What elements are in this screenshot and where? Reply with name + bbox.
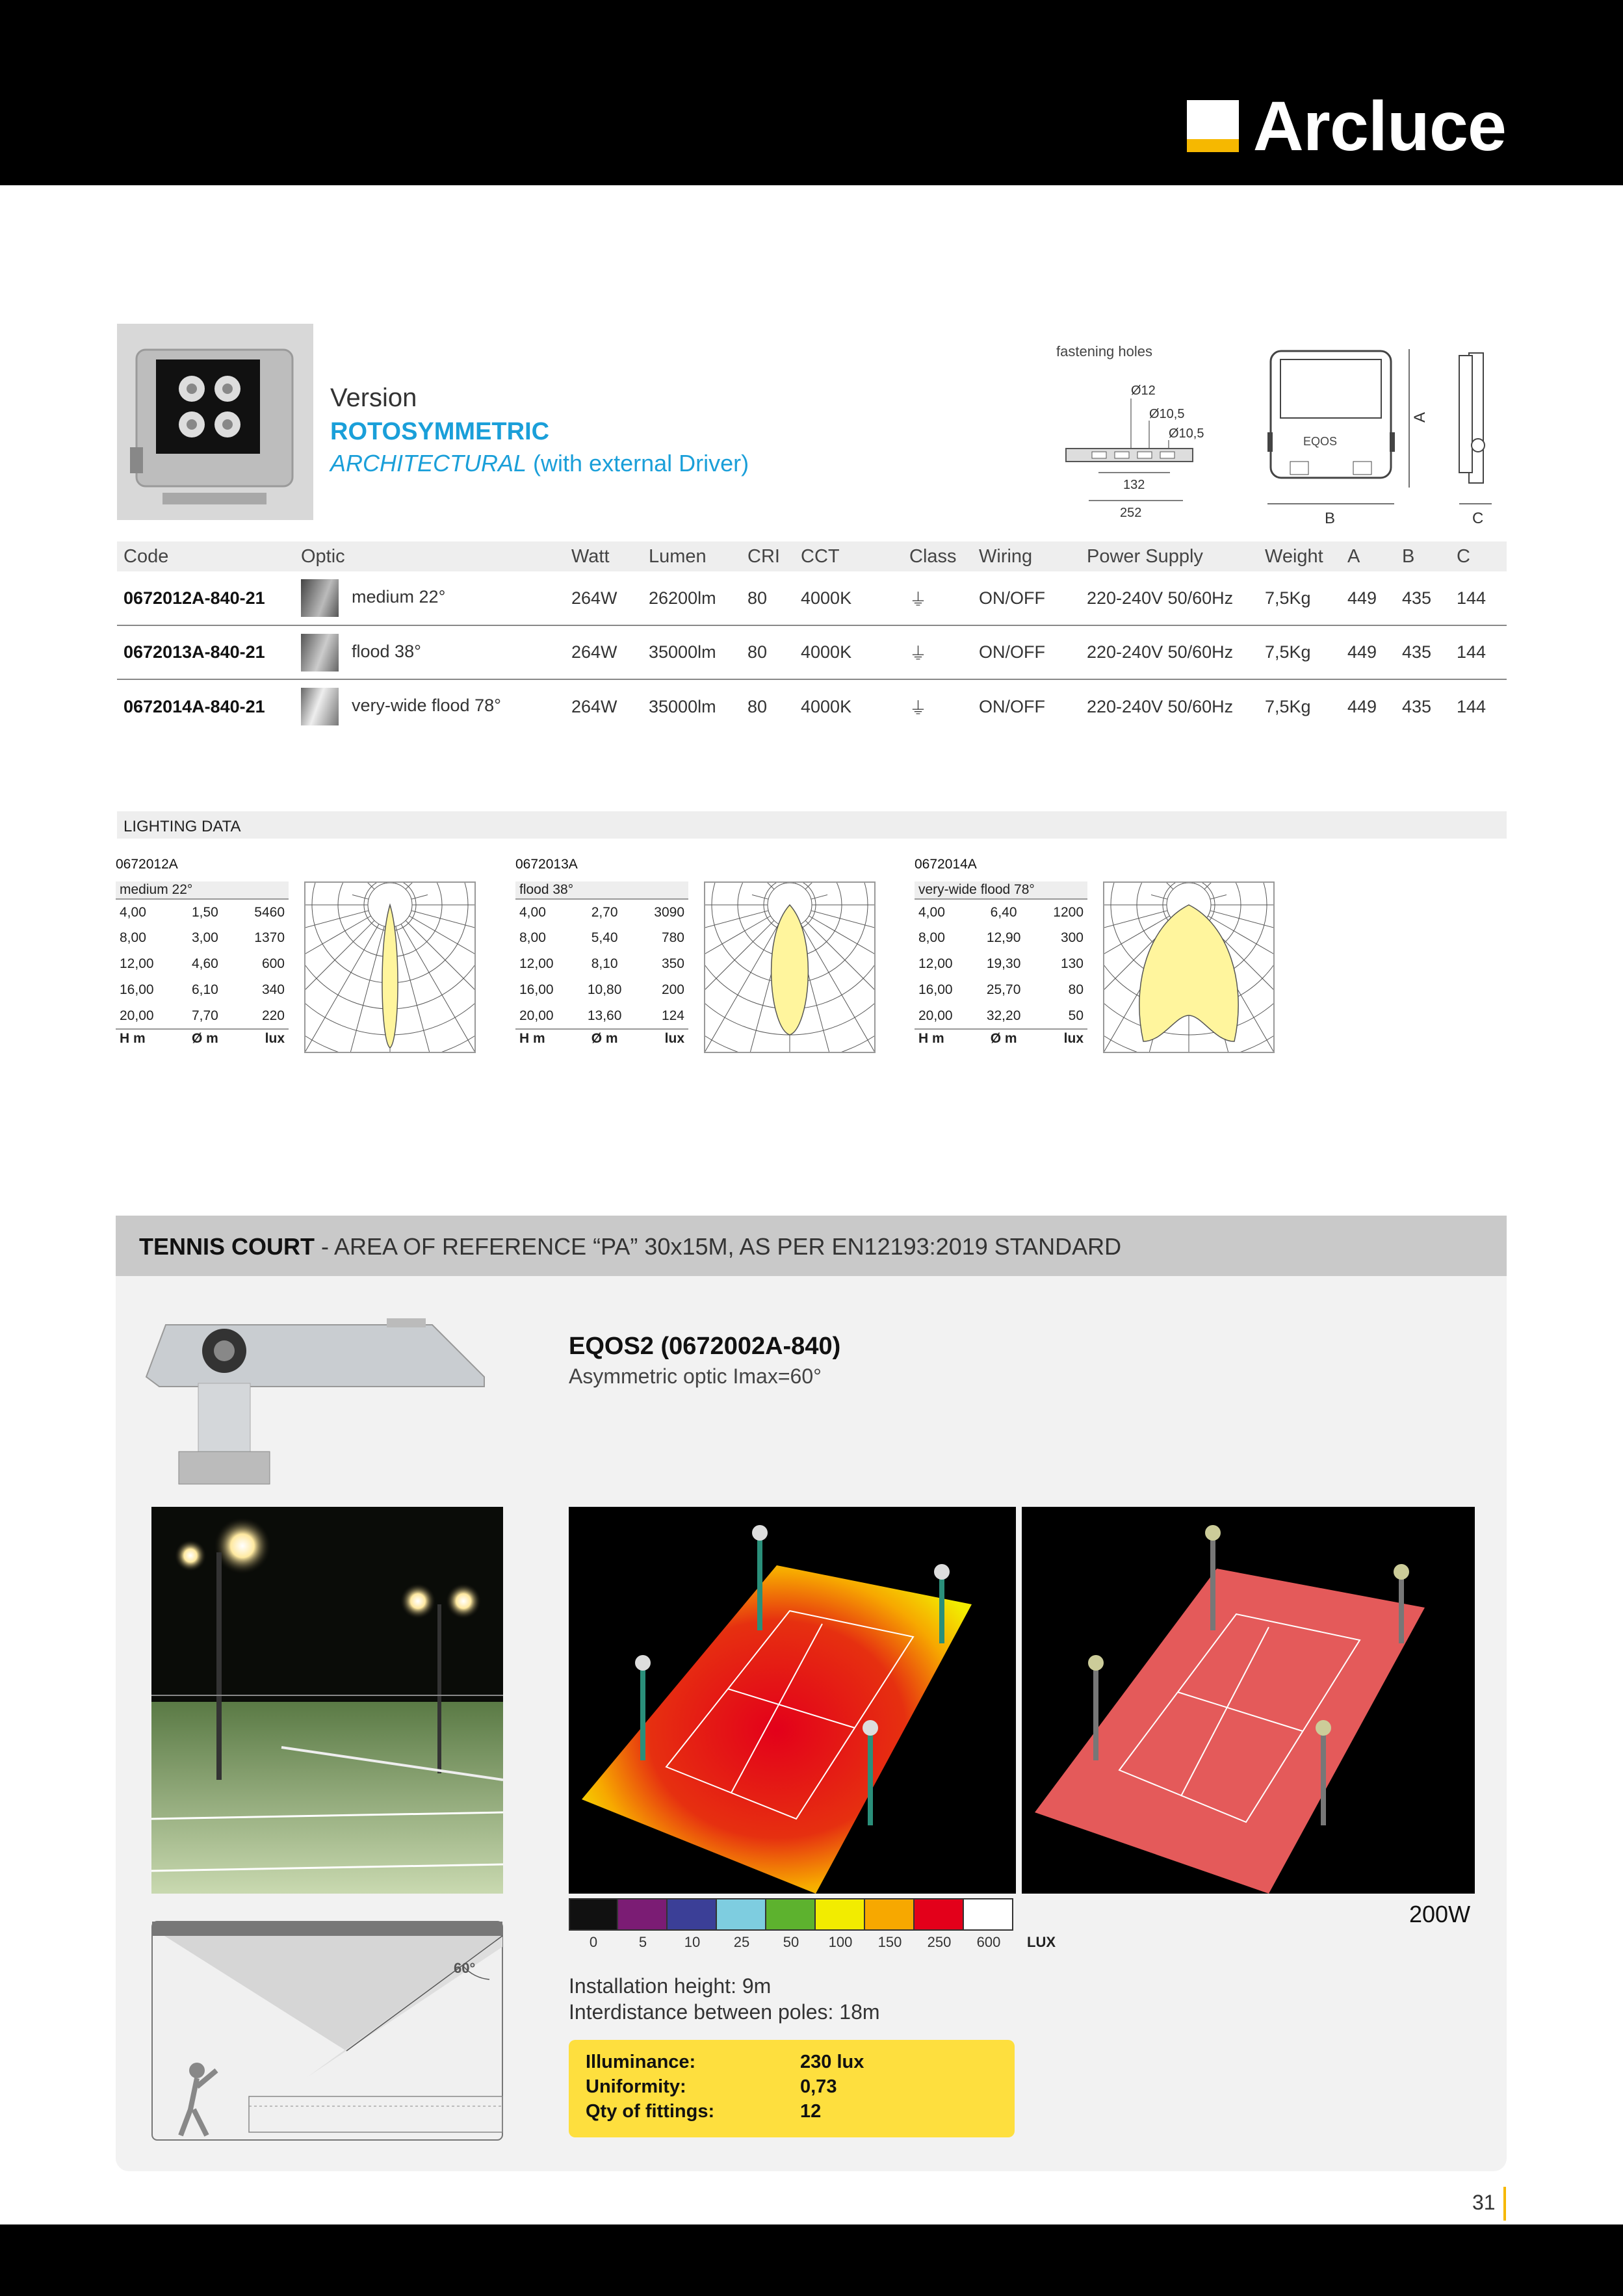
h-value: 20,00 — [120, 1008, 154, 1023]
d-value: 12,90 — [986, 930, 1021, 945]
col-cri: CRI — [741, 541, 794, 571]
lux-value: 340 — [261, 982, 285, 997]
table-row — [117, 571, 1507, 625]
hole-d1: Ø12 — [1131, 384, 1156, 398]
row-cri: 80 — [747, 696, 768, 716]
d-value: 13,60 — [587, 1008, 622, 1023]
optic-flood-icon — [301, 634, 339, 672]
row-wiring: ON/OFF — [972, 571, 1080, 625]
h-value: 8,00 — [120, 930, 146, 945]
row-watt: 264W — [571, 696, 617, 716]
h-value: 20,00 — [519, 1008, 554, 1023]
h-value: 16,00 — [519, 982, 554, 997]
scale-swatch — [915, 1898, 964, 1931]
row-b: 435 — [1396, 571, 1450, 625]
lux-color-scale — [569, 1898, 1013, 1931]
hole-d2: Ø10,5 — [1149, 407, 1185, 421]
tennis-schematic — [151, 1921, 503, 2141]
col-power: Power Supply — [1080, 541, 1258, 571]
scale-label: 10 — [684, 1934, 701, 1950]
result-label: Qty of fittings: — [586, 2101, 715, 2122]
product-info — [569, 1333, 840, 1389]
h-value: 4,00 — [120, 904, 146, 920]
result-value: 0,73 — [800, 2076, 837, 2097]
version-variant-note: (with external Driver) — [526, 450, 749, 476]
lighting-table — [515, 881, 688, 1047]
version-variant-line — [330, 450, 749, 477]
lux-value: 50 — [1068, 1008, 1084, 1023]
page-number: 31 — [1472, 2191, 1496, 2214]
foot-d: Ø m — [575, 1029, 634, 1047]
foot-lux: lux — [231, 1029, 289, 1047]
lux-value: 1370 — [254, 930, 285, 945]
scale-label: 0 — [589, 1934, 598, 1950]
h-value: 16,00 — [918, 982, 953, 997]
d-value: 10,80 — [587, 982, 622, 997]
dim-252: 252 — [1120, 506, 1142, 520]
scale-label: 100 — [828, 1934, 853, 1950]
col-b: B — [1396, 541, 1450, 571]
d-value: 32,20 — [986, 1008, 1021, 1023]
version-variant: ARCHITECTURAL — [330, 450, 527, 476]
installation-height: Installation height: 9m — [569, 1974, 772, 1998]
row-c: 144 — [1457, 696, 1487, 716]
lux-value: 600 — [261, 956, 285, 971]
h-value: 12,00 — [519, 956, 554, 971]
d-value: 1,50 — [191, 904, 218, 920]
result-row — [586, 2076, 998, 2101]
result-label: Uniformity: — [586, 2076, 686, 2097]
row-cct: 4000K — [794, 571, 903, 625]
beam-shape — [772, 905, 809, 1035]
lux-value: 1200 — [1053, 904, 1084, 920]
foot-h: H m — [915, 1029, 974, 1047]
h-value: 4,00 — [918, 904, 945, 920]
product-optic: Asymmetric optic Imax=60° — [569, 1364, 822, 1388]
foot-lux: lux — [634, 1029, 688, 1047]
fixture-side-photo — [140, 1305, 497, 1487]
tennis-heading-bold: TENNIS COURT — [139, 1233, 315, 1260]
d-value: 4,60 — [191, 956, 218, 971]
scale-swatch — [766, 1898, 816, 1931]
power-label: 200W — [1409, 1901, 1471, 1927]
foot-lux: lux — [1033, 1029, 1087, 1047]
table-row — [117, 625, 1507, 679]
col-wiring: Wiring — [972, 541, 1080, 571]
lux-value: 3090 — [654, 904, 684, 920]
scale-swatch — [865, 1898, 915, 1931]
row-cct: 4000K — [801, 696, 852, 716]
d-value: 5,40 — [591, 930, 618, 945]
class-earth-icon: ⏚ — [909, 698, 927, 718]
row-code: 0672014A-840-21 — [123, 696, 265, 716]
row-a: 449 — [1341, 571, 1396, 625]
d-value: 19,30 — [986, 956, 1021, 971]
scale-label: 250 — [927, 1934, 952, 1950]
h-value: 8,00 — [519, 930, 546, 945]
pole-interdistance: Interdistance between poles: 18m — [569, 2000, 880, 2024]
row-optic: medium 22° — [352, 587, 446, 607]
class-earth-icon: ⏚ — [903, 625, 972, 679]
row-wiring: ON/OFF — [979, 696, 1045, 716]
lighting-block-0672014A — [915, 857, 1084, 1046]
row-power: 220-240V 50/60Hz — [1080, 625, 1258, 679]
d-value: 6,40 — [990, 904, 1017, 920]
row-cct: 4000K — [794, 625, 903, 679]
lux-value: 80 — [1068, 982, 1084, 997]
logo-mark-icon — [1187, 100, 1239, 152]
row-lumen: 35000lm — [642, 625, 741, 679]
row-b: 435 — [1402, 696, 1432, 716]
tennis-heading — [116, 1216, 1507, 1276]
scale-label: 150 — [877, 1934, 902, 1950]
lux-value: 130 — [1060, 956, 1084, 971]
dim-132: 132 — [1123, 478, 1145, 492]
lux-value: 350 — [661, 956, 684, 971]
col-c: C — [1450, 541, 1507, 571]
row-c: 144 — [1450, 625, 1507, 679]
scale-swatch — [569, 1898, 618, 1931]
lux-value: 780 — [661, 930, 684, 945]
header-bar — [0, 0, 1623, 185]
col-optic: Optic — [294, 541, 565, 571]
d-value: 2,70 — [591, 904, 618, 920]
d-value: 6,10 — [191, 982, 218, 997]
lighting-optic: medium 22° — [116, 881, 289, 899]
lux-value: 220 — [261, 1008, 285, 1023]
row-code: 0672012A-840-21 — [117, 571, 294, 625]
col-weight: Weight — [1258, 541, 1341, 571]
row-cri: 80 — [741, 625, 794, 679]
foot-d: Ø m — [179, 1029, 231, 1047]
lighting-code: 0672014A — [915, 857, 977, 872]
row-watt: 264W — [565, 625, 642, 679]
lighting-code: 0672013A — [515, 857, 578, 872]
d-value: 8,10 — [591, 956, 618, 971]
row-wiring: ON/OFF — [972, 625, 1080, 679]
scale-swatch — [816, 1898, 865, 1931]
lighting-table — [116, 881, 289, 1047]
results-box — [569, 2040, 1015, 2137]
svg-text:EQOS: EQOS — [1303, 435, 1338, 448]
foot-h: H m — [515, 1029, 575, 1047]
lux-value: 300 — [1060, 930, 1084, 945]
version-block — [330, 384, 749, 477]
lighting-block-0672013A — [515, 857, 684, 1046]
h-value: 12,00 — [120, 956, 154, 971]
row-weight: 7,5Kg — [1265, 696, 1311, 716]
page-accent — [1503, 2187, 1506, 2221]
col-lumen: Lumen — [642, 541, 741, 571]
scale-swatch — [717, 1898, 766, 1931]
class-earth-icon: ⏚ — [903, 571, 972, 625]
optic-medium-icon — [301, 579, 339, 617]
row-power: 220-240V 50/60Hz — [1080, 571, 1258, 625]
h-value: 16,00 — [120, 982, 154, 997]
product-photo — [117, 324, 313, 520]
row-optic: very-wide flood 78° — [352, 696, 501, 716]
col-class: Class — [903, 541, 972, 571]
col-a: A — [1341, 541, 1396, 571]
row-lumen: 26200lm — [642, 571, 741, 625]
result-value: 230 lux — [800, 2052, 864, 2072]
col-code: Code — [117, 541, 294, 571]
d-value: 3,00 — [191, 930, 218, 945]
foot-h: H m — [116, 1029, 179, 1047]
dim-b: B — [1325, 510, 1336, 527]
lux-value: 124 — [661, 1008, 684, 1023]
lighting-optic: very-wide flood 78° — [915, 881, 1087, 899]
row-c: 144 — [1450, 571, 1507, 625]
d-value: 7,70 — [191, 1008, 218, 1023]
polar-diagram — [304, 881, 476, 1053]
row-a: 449 — [1347, 696, 1377, 716]
polar-diagram — [704, 881, 876, 1053]
col-cct: CCT — [794, 541, 903, 571]
result-label: Illuminance: — [586, 2052, 696, 2072]
result-value: 12 — [800, 2101, 822, 2122]
scale-label: 50 — [783, 1934, 799, 1950]
result-row — [586, 2101, 998, 2126]
scale-label: 5 — [638, 1934, 647, 1950]
scale-swatch — [618, 1898, 668, 1931]
footer-bar — [0, 2224, 1623, 2296]
lighting-block-0672012A — [116, 857, 285, 1046]
version-type: ROTOSYMMETRIC — [330, 418, 550, 445]
d-value: 25,70 — [986, 982, 1021, 997]
lux-value: 200 — [661, 982, 684, 997]
row-cri: 80 — [741, 571, 794, 625]
row-b: 435 — [1396, 625, 1450, 679]
table-row — [117, 679, 1507, 733]
scale-swatch — [964, 1898, 1013, 1931]
arcluce-logo — [1187, 86, 1506, 165]
illuminance-render — [1022, 1507, 1475, 1894]
result-row — [586, 2052, 998, 2076]
row-a: 449 — [1341, 625, 1396, 679]
row-weight: 7,5Kg — [1258, 571, 1341, 625]
fastening-label: fastening holes — [1056, 343, 1152, 359]
foot-d: Ø m — [974, 1029, 1033, 1047]
h-value: 8,00 — [918, 930, 945, 945]
row-code: 0672013A-840-21 — [117, 625, 294, 679]
product-name: EQOS2 (0672002A-840) — [569, 1333, 841, 1360]
row-watt: 264W — [565, 571, 642, 625]
spec-table — [117, 541, 1507, 733]
lux-value: 5460 — [254, 904, 285, 920]
spec-header-row — [117, 541, 1507, 571]
polar-diagram — [1103, 881, 1275, 1053]
row-lumen: 35000lm — [649, 696, 716, 716]
h-value: 12,00 — [918, 956, 953, 971]
dim-c: C — [1472, 510, 1484, 527]
row-weight: 7,5Kg — [1258, 625, 1341, 679]
lighting-code: 0672012A — [116, 857, 178, 872]
lux-unit: LUX — [1027, 1934, 1056, 1950]
false-color-render — [569, 1507, 1016, 1894]
scale-label: 600 — [976, 1934, 1001, 1950]
scale-label: 25 — [733, 1934, 750, 1950]
h-value: 4,00 — [519, 904, 546, 920]
tennis-heading-rest: - AREA OF REFERENCE “PA” 30x15M, AS PER EN12193:2019 STANDARD — [315, 1233, 1122, 1260]
tennis-night-photo — [151, 1507, 503, 1894]
row-optic: flood 38° — [352, 641, 421, 661]
scale-swatch — [668, 1898, 717, 1931]
lighting-data-title: LIGHTING DATA — [117, 811, 1507, 839]
lighting-optic: flood 38° — [515, 881, 688, 899]
h-value: 20,00 — [918, 1008, 953, 1023]
installation-info — [569, 1973, 880, 2025]
version-label: Version — [330, 384, 417, 412]
technical-drawing — [1053, 341, 1508, 536]
dim-a: A — [1411, 411, 1429, 423]
logo-text: Arcluce — [1253, 86, 1506, 165]
hole-d3: Ø10,5 — [1169, 426, 1204, 441]
angle-label: 60° — [454, 1960, 476, 1976]
lighting-table — [915, 881, 1087, 1047]
optic-wide-flood-icon — [301, 688, 339, 725]
col-watt: Watt — [565, 541, 642, 571]
row-power: 220-240V 50/60Hz — [1087, 696, 1234, 716]
